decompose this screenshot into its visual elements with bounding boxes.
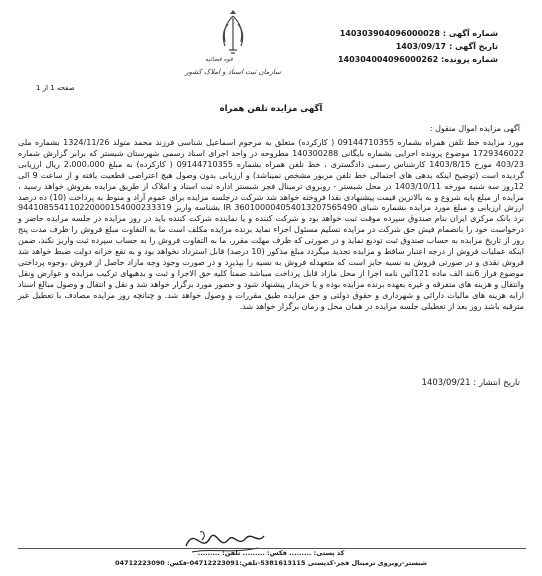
file-number-row [298,53,498,66]
file-number: 140304004096000262 [337,55,439,64]
notice-meta [298,27,498,66]
page-indicator: صفحه 1 از 1 [36,84,75,92]
body-paragraph: مورد مزایده خط تلفن همراه بشماره 09144710355 ( کارکرده) متعلق به مرحوم اسماعیل شناسی فرزند محمد متولد 1324/11/26 بشماره ملی 1729346022 موضوع پرونده اجرایی بشماره بایگانی 140300288 مطروحه در واحد اجرای اسناد رسمی شهرستان شبستر که برابر گزارش شماره 403/23 مورخ 1403/8/15 کارشناس رسمی دادگستری ، خط تلفن همراه بشماره 09144710355 ( کارکرده) به مبلغ 2،000،000 ریال ارزیابی گردیده است (توضیح اینکه بدهی های احتمالی خط تلفن مزبور مشخص نمیباشد) و ارزیابی بدون وصول هیچ اعتراضی قطعیت یافته و از ساعت 9 الی 12روز سه شنبه مورخه 1403/10/11 در محل شبستر - روبروی ترمینال فجر شبستر اداره ثبت اسناد و املاک از طریق مزایده بفروش خواهد رسید ، مزایده از مبلغ پایه شروع و به بالاترین قیمت پیشنهادی نقدا فروخته خواهد شد شرکت درجلسه مزایده برای عموم آزاد و منوط به پرداخت (10) ده درصد ارزش ارزیابی و مبلغ مورد مزایده بشماره شبای 360100004054013207565490 IR بشناسه واریز 944108554110220000154000233319 نزد بانک مرکزی ایران بنام صندوق سپرده موقت ثبت خواهد بود و شرکت کننده و یا نماینده شرکت کننده باید در روز مزایده در جلسه مزایده حاضر و درخواست خود را بانضمام فیش حق شرکت در مزایده تسلیم مسئول اجراء نماید برنده مزایده مکلف است ما به التفاوت مبلغ فروش را ظرف مدت پنج روز از تاریخ مزایده به حساب صندوق ثبت تودیع نماید و در صورتی که ظرف مهلت مقرر، ما به التفاوت فروش را به حساب سپرده ثبت واریز نکند، ضمن اینکه عملیات فروش از درجه اعتبار ساقط و مزایده تجدید میگردد مبلغ مذکور (10 درصد) قابل استرداد نخواهد بود و به نفع خزانه دولت ضبط خواهد شد فروش نقدی و در صورتی فروش به نسیه جایز است که متعهدله فروش به نسیه را بپذیرد و در صورت وجود وجه مازاد حاصل از فروش ،وجوه پرداختی موضوع فراز 6بند الف ماده 121آئین نامه اجرا از محل مازاد قابل پرداخت میباشد ضمناً کلیه حق الاجرا و ثبت و بدهیهای ترکیب مزایده و عوارض ونقل وانتقال و هزینه های متفرقه و غیره بعهده برنده مزایده بوده و یا خریدار پیشنهاد شود و حضور مورد برگزار خواهد شد و نقل و انتقال و وصول مبالغ اسناد ارایه هزینه های مالیات دارائی و شهرداری و حقوق دولتی و حق مزایده طبق مقررات و وصول خواهد شد. و چنانچه روز مزایده مصادف با تعطیل غیر مترقبه باشد روز بعد از تعطیلی جلسه مزایده در همان محل و زمان برگزار خواهد شد. [18,138,525,311]
footer-address: شبستر-روبروی ترمینال فجر-کدپستی 5381613115-تلفن:04712223091-فکس: 04712223090 [115,559,427,567]
notice-date: 1403/09/17 [395,42,447,51]
emblem-icon [173,10,293,60]
notice-date-label: تاریخ آگهی : [449,42,498,51]
publish-date-label: تاریخ انتشار : [473,378,520,388]
intro-line: آگهی مزایده اموال منقول : [429,124,520,133]
notice-number-label: شماره آگهی : [442,29,498,38]
notice-number-row [298,27,498,40]
notice-date-row [298,40,498,53]
ministry-name: قوه قضائیه [205,56,233,63]
notice-number: 140303904096000028 [339,29,440,38]
file-number-label: شماره پرونده: [441,55,498,64]
footer-contact-labels: کد پستی: ......... فکس: ......... تلفن: ......... [197,549,345,557]
document-title: آگهی مزایده تلفن همراه [219,104,323,114]
publish-date-line [422,378,520,388]
organization-name: سازمان ثبت اسناد و املاک کشور [185,68,281,76]
organization-logo [173,10,293,92]
publish-date: 1403/09/21 [421,378,471,388]
